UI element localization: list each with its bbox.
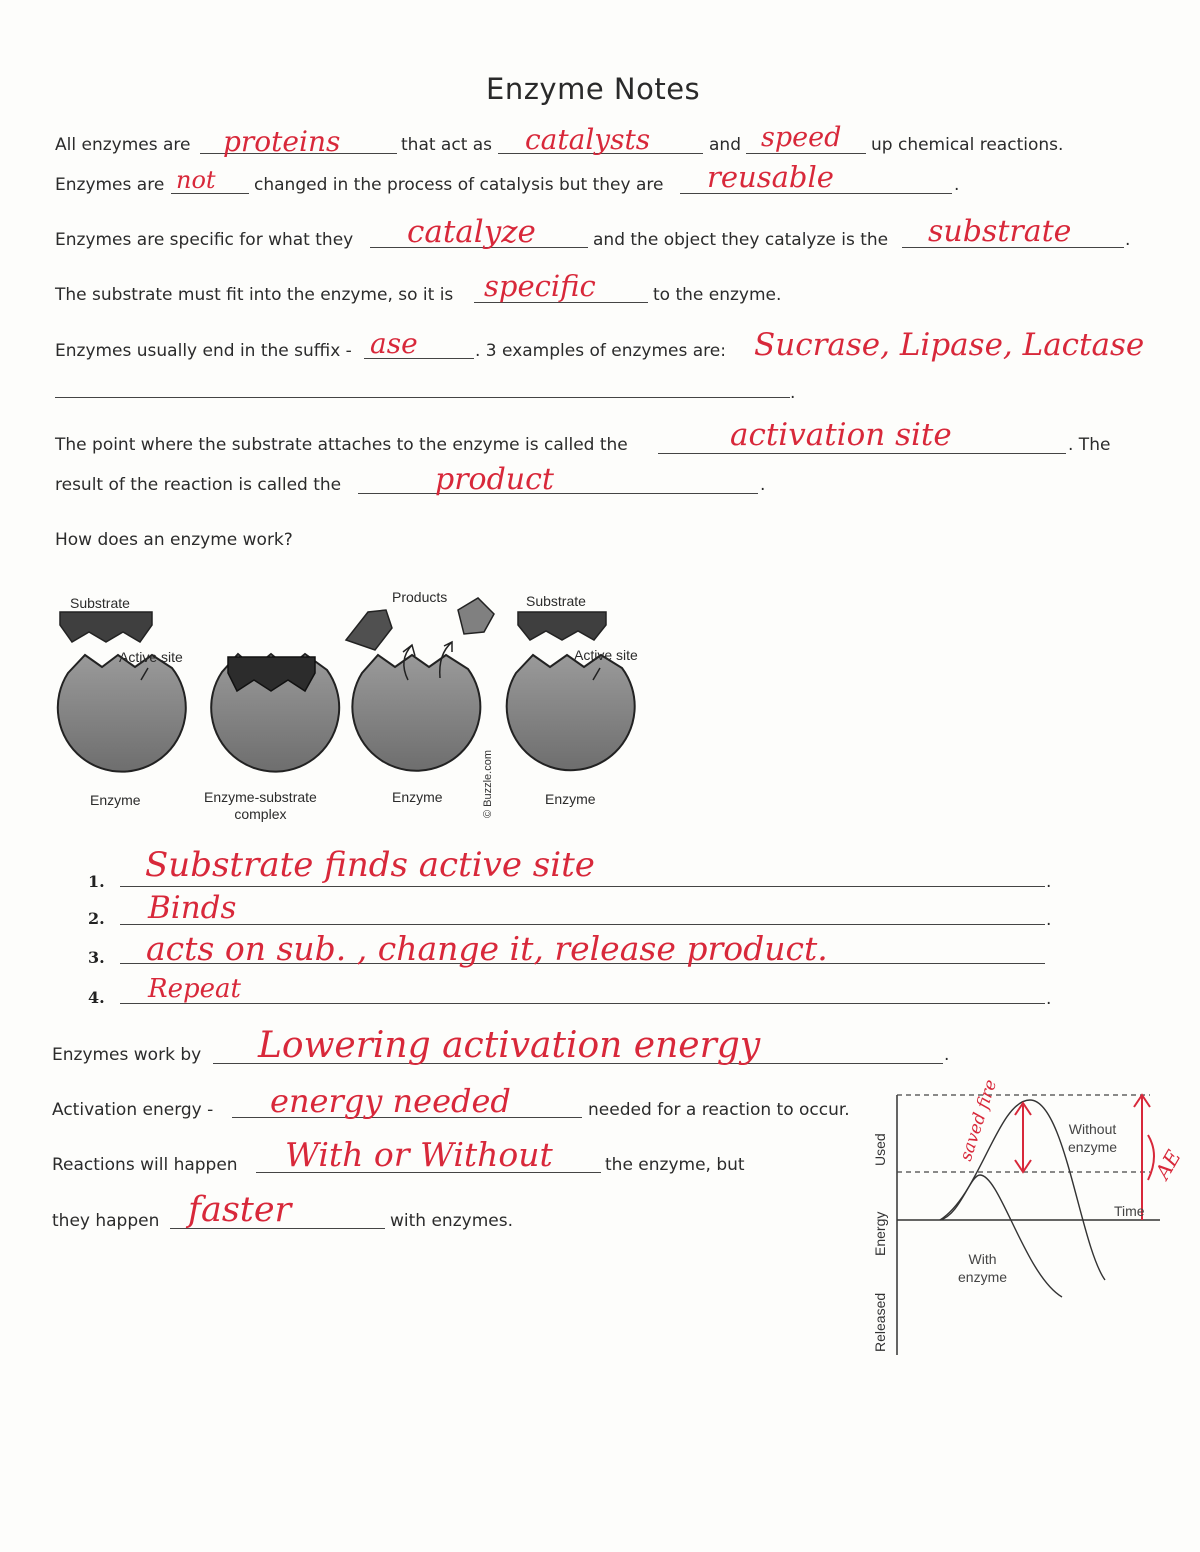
text-that-act-as: that act as (401, 135, 493, 155)
substrate-shape-4 (518, 612, 606, 640)
label-enzyme-2: Enzyme (392, 789, 443, 805)
enzyme-shape-3 (352, 655, 480, 771)
hw-note-ae: AE (1150, 1145, 1186, 1183)
text-period-7: . (760, 475, 766, 495)
text-point-where-substrate: The point where the substrate attaches to the enzyme is called the (55, 435, 628, 455)
text-period-8: . (944, 1045, 950, 1065)
answer-reusable: reusable (707, 160, 834, 194)
text-reactions-will-happen: Reactions will happen (52, 1155, 238, 1175)
answer-suffix: ase (370, 327, 418, 360)
text-substrate-must-fit: The substrate must fit into the enzyme, so it is (55, 285, 454, 305)
answer-catalyze: catalyze (407, 214, 536, 250)
blank-site[interactable] (658, 453, 1066, 454)
text-result-of-reaction: result of the reaction is called the (55, 475, 342, 495)
answer-substrate: substrate (928, 214, 1072, 249)
step-number-2: 2. (88, 909, 105, 928)
text-enzymes-are: Enzymes are (55, 175, 165, 195)
hw-note-saved: saved fire (956, 1077, 1002, 1164)
activation-energy-graph (880, 1075, 1170, 1365)
step-end-1: . (1046, 872, 1052, 892)
text-they-happen: they happen (52, 1211, 160, 1231)
answer-activation-energy: energy needed (270, 1082, 511, 1120)
answer-faster: faster (188, 1190, 292, 1230)
label-without-enzyme: Without enzyme (1068, 1121, 1118, 1155)
text-and: and (709, 135, 741, 155)
text-to-the-enzyme: to the enzyme. (653, 285, 782, 305)
complex-substrate-shape (228, 657, 315, 691)
label-enzyme-substrate-complex: Enzyme-substrate complex (204, 789, 317, 822)
product-shape-1 (346, 610, 392, 650)
page-title: Enzyme Notes (486, 72, 701, 106)
answer-catalysts: catalysts (525, 123, 651, 156)
text-period-3: . (1125, 230, 1131, 250)
blank-product[interactable] (358, 493, 758, 494)
label-substrate-2: Substrate (526, 593, 586, 609)
enzyme-shape-1 (58, 655, 186, 772)
step-line-1[interactable] (120, 886, 1045, 887)
step-end-4: . (1046, 989, 1052, 1009)
step-answer-3: acts on sub. , change it, release product. (146, 929, 828, 968)
step-number-4: 4. (88, 988, 105, 1007)
product-shape-2 (458, 598, 494, 634)
text-the: . The (1068, 435, 1111, 455)
answer-not: not (176, 166, 216, 194)
text-needed-for-reaction: needed for a reaction to occur. (588, 1100, 850, 1120)
substrate-shape-1 (60, 612, 152, 642)
text-period-2: . (954, 175, 960, 195)
text-all-enzymes-are: All enzymes are (55, 135, 191, 155)
blank-speed[interactable] (746, 153, 866, 154)
label-with-enzyme: With enzyme (958, 1251, 1008, 1285)
label-enzyme-1: Enzyme (90, 792, 141, 808)
text-changed-in-process: changed in the process of catalysis but they are (254, 175, 664, 195)
question-how-enzyme-works: How does an enzyme work? (55, 530, 293, 550)
step-answer-2: Binds (148, 890, 237, 926)
text-specific-for-what: Enzymes are specific for what they (55, 230, 354, 250)
answer-site: activation site (730, 417, 952, 453)
answer-product: product (435, 462, 554, 497)
label-used: Used (872, 1133, 888, 1166)
label-active-site-1: Active site (119, 649, 183, 665)
step-number-3: 3. (88, 948, 105, 967)
buzzle-credit: © Buzzle.com (482, 749, 494, 818)
text-enzymes-work-by: Enzymes work by (52, 1045, 202, 1065)
enzyme-shape-4 (507, 655, 635, 770)
hw-energy-arrows (1015, 1095, 1154, 1220)
text-suffix: Enzymes usually end in the suffix - (55, 341, 352, 361)
text-the-enzyme-but: the enzyme, but (605, 1155, 745, 1175)
text-object-they-catalyze: and the object they catalyze is the (593, 230, 889, 250)
text-three-examples: . 3 examples of enzymes are: (475, 341, 726, 361)
label-active-site-2: Active site (574, 647, 638, 663)
answer-with-without: With or Without (285, 1135, 553, 1174)
step-answer-4: Repeat (148, 974, 241, 1004)
step-number-1: 1. (88, 872, 105, 891)
answer-examples: Sucrase, Lipase, Lactase (754, 327, 1145, 363)
step-line-4[interactable] (120, 1003, 1045, 1004)
blank-examples-line2[interactable] (55, 397, 790, 398)
label-products: Products (392, 589, 448, 605)
text-activation-energy: Activation energy - (52, 1100, 214, 1120)
step-line-2[interactable] (120, 924, 1045, 925)
label-released: Released (872, 1292, 888, 1352)
step-end-2: . (1046, 910, 1052, 930)
label-substrate-1: Substrate (70, 595, 130, 611)
text-period-5: . (790, 383, 796, 403)
answer-speed: speed (761, 122, 842, 153)
answer-specific: specific (484, 269, 596, 303)
text-with-enzymes: with enzymes. (390, 1211, 513, 1231)
label-enzyme-3: Enzyme (545, 791, 596, 807)
label-time: Time (1114, 1203, 1145, 1219)
answer-works-by: Lowering activation energy (258, 1025, 761, 1066)
step-answer-1: Substrate finds active site (145, 845, 595, 885)
label-energy: Energy (872, 1211, 888, 1256)
answer-proteins: proteins (223, 125, 341, 158)
text-up-chemical-reactions: up chemical reactions. (871, 135, 1064, 155)
